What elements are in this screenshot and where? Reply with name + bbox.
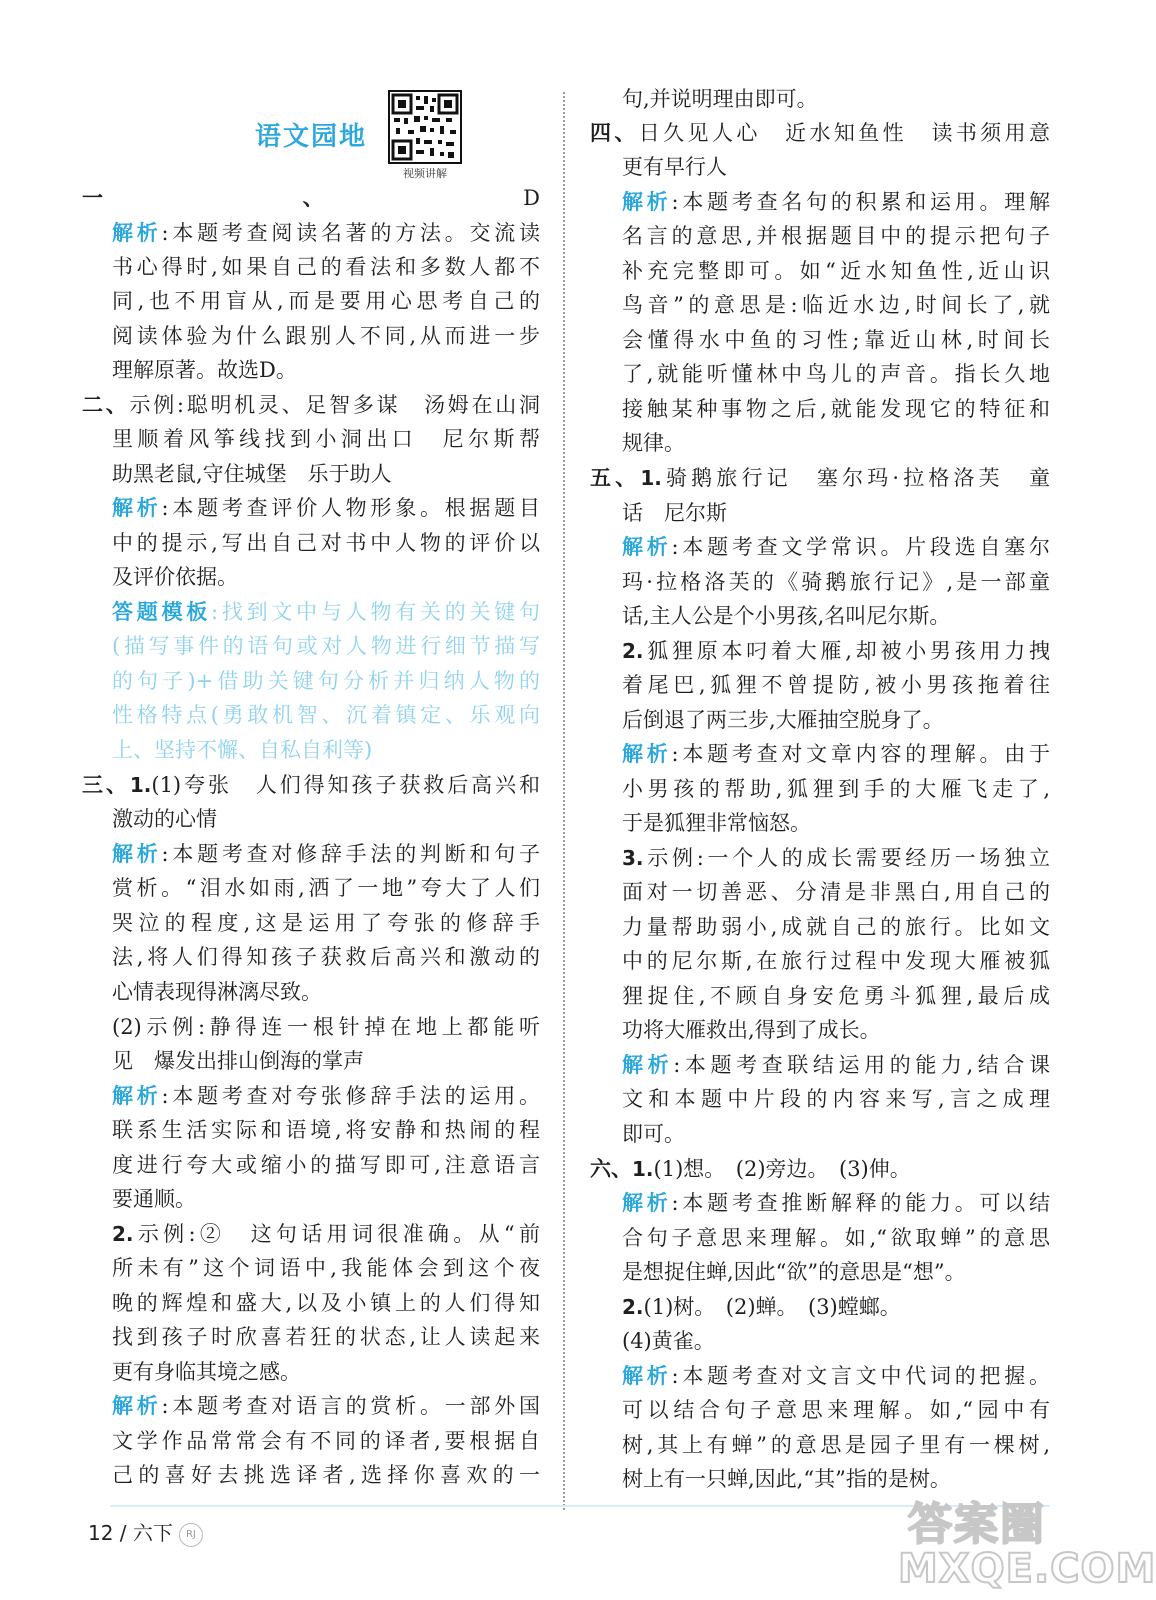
answer-text: :本题考查阅读名著的方法。交流读 <box>161 221 541 245</box>
answer-line <box>82 181 540 215</box>
answer-text: :本题考查对修辞手法的判断和句子 <box>161 842 541 866</box>
answer-line <box>622 1255 1050 1289</box>
answer-text: 接触某种事物之后,就能发现它的特征和 <box>622 397 1050 421</box>
answer-text: 更有身临其境之感。 <box>112 1360 301 1384</box>
answer-line <box>622 254 1050 288</box>
answer-text: 晚的辉煌和盛大,以及小镇上的人们得知 <box>112 1291 540 1315</box>
answer-label: 解析 <box>622 1191 672 1215</box>
answer-label: 解析 <box>112 1084 162 1108</box>
answer-line <box>622 392 1050 426</box>
answer-text: 同,也不用盲从,而是要用心思考自己的 <box>112 289 540 313</box>
answer-text: 己的喜好去挑选译者,选择你喜欢的一 <box>112 1463 540 1487</box>
answer-text: (1)想。 (2)旁边。 (3)伸。 <box>653 1157 911 1181</box>
answer-text: 了,就能听懂林中鸟儿的声音。指长久地 <box>622 362 1050 386</box>
answer-text: :本题考查文学常识。片段选自塞尔 <box>671 535 1051 559</box>
answer-label: 解析 <box>622 1364 672 1388</box>
answer-text: 力量帮助弱小,成就自己的旅行。比如文 <box>622 915 1050 939</box>
answer-line <box>622 599 1050 633</box>
answer-label: 答题模板 <box>112 600 212 624</box>
answer-text: 会懂得水中鱼的习性;靠近山林,时间长 <box>622 328 1050 352</box>
answer-text: D <box>523 186 540 210</box>
answer-text: 助黑老鼠,守住城堡 乐于助人 <box>112 462 392 486</box>
answer-text: 着尾巴,狐狸不曾提防,被小男孩拖着往 <box>622 673 1050 697</box>
answer-line <box>112 284 540 318</box>
answer-line <box>622 530 1050 564</box>
answer-text: 功将大雁救出,得到了成长。 <box>622 1018 881 1042</box>
answer-text: :本题考查对夸张修辞手法的运用。 <box>161 1084 541 1108</box>
answer-text: 玛·拉格洛芙的《骑鹅旅行记》,是一部童 <box>622 570 1050 594</box>
answer-line <box>622 772 1050 806</box>
answer-line <box>622 910 1050 944</box>
answer-line <box>112 802 540 836</box>
answer-text: 法,将人们得知孩子获救后高兴和激动的 <box>112 945 540 969</box>
answer-text: 鸟音”的意思是:临近水边,时间长了,就 <box>622 293 1050 317</box>
answer-line <box>112 1286 540 1320</box>
answer-line <box>622 668 1050 702</box>
answer-line <box>112 1458 540 1492</box>
answer-text: 后倒退了两三步,大雁抽空脱身了。 <box>622 708 944 732</box>
answer-text: 见 爆发出排山倒海的掌声 <box>112 1049 364 1073</box>
answer-line <box>622 1290 1050 1324</box>
template-text: (描写事件的语句或对人物进行细节描写 <box>112 634 540 658</box>
answer-text: :本题考查对语言的赏析。一部外国 <box>161 1394 541 1418</box>
answer-text: 狐狸原本叼着大雁,却被小男孩用力拽 <box>643 639 1050 663</box>
answer-line <box>112 1182 540 1216</box>
answer-line <box>622 806 1050 840</box>
answer-text: 及评价依据。 <box>112 565 238 589</box>
answer-line <box>622 1428 1050 1462</box>
template-text: 的句子)+借助关键句分析并归纳人物的 <box>112 669 540 693</box>
answer-label: 解析 <box>112 1394 162 1418</box>
answer-line <box>112 560 540 594</box>
answer-line <box>622 1186 1050 1220</box>
answer-text: (4)黄雀。 <box>622 1329 715 1353</box>
answer-text: 中的尼尔斯,在旅行过程中发现大雁被狐 <box>622 949 1050 973</box>
answer-text: 理解原著。故选D。 <box>112 358 297 382</box>
answer-line <box>622 288 1050 322</box>
answer-text: 可以结合句子意思来理解。如,“园中有 <box>622 1398 1050 1422</box>
answer-line <box>622 219 1050 253</box>
template-text: 上、坚持不懈、自私自利等) <box>112 738 373 762</box>
answer-text: 度进行夸大或缩小的描写即可,注意语言 <box>112 1153 540 1177</box>
answer-line <box>622 1013 1050 1047</box>
answer-line <box>622 1221 1050 1255</box>
answer-line <box>112 1079 540 1113</box>
qr-code[interactable] <box>388 90 462 164</box>
answer-text: :本题考查对文章内容的理解。由于 <box>671 742 1051 766</box>
answer-line <box>622 496 1050 530</box>
answer-text: 句,并说明理由即可。 <box>622 87 818 111</box>
answer-text: 所未有”这个词语中,我能体会到这个夜 <box>112 1256 540 1280</box>
answer-text: 即可。 <box>622 1122 685 1146</box>
watermark-top: 答案圈 <box>908 1499 1046 1550</box>
answer-line <box>622 1393 1050 1427</box>
answer-text: 书心得时,如果自己的看法和多数人都不 <box>112 255 540 279</box>
answer-line <box>112 422 540 456</box>
answer-text: 里顺着风筝线找到小洞出口 尼尔斯帮 <box>112 427 540 451</box>
question-number: 1. <box>640 466 662 490</box>
answer-line <box>112 940 540 974</box>
answer-text: 名言的意思,并根据题目中的提示把句子 <box>622 224 1050 248</box>
answer-line <box>112 1010 540 1044</box>
answer-line <box>112 353 540 387</box>
answer-line <box>622 737 1050 771</box>
answer-text: 日久见人心 近水知鱼性 读书须用意 <box>638 121 1051 145</box>
answer-line <box>112 664 540 698</box>
answer-line <box>112 491 540 525</box>
answer-text: (2)示例:静得连一根针掉在地上都能听 <box>112 1015 540 1039</box>
answer-line <box>112 1251 540 1285</box>
answer-line <box>112 837 540 871</box>
answer-text: 树上有一只蝉,因此,“其”指的是树。 <box>622 1467 951 1491</box>
answer-text: 小男孩的帮助,狐狸到手的大雁飞走了, <box>622 777 1050 801</box>
answer-line <box>112 698 540 732</box>
answer-label: 解析 <box>622 535 672 559</box>
answer-line <box>622 323 1050 357</box>
answer-line <box>112 319 540 353</box>
section-number: 一、 <box>82 186 524 210</box>
answer-line <box>622 634 1050 668</box>
answer-text: 骑鹅旅行记 塞尔玛·拉格洛芙 童 <box>661 466 1050 490</box>
answer-text: 文学作品常常会有不同的译者,要根据自 <box>112 1429 540 1453</box>
answer-line <box>112 216 540 250</box>
answer-line <box>590 461 1050 495</box>
question-number: 3. <box>622 846 644 870</box>
answer-line <box>112 1217 540 1251</box>
answer-line <box>112 595 540 629</box>
answer-text: 是想捉住蝉,因此“欲”的意思是“想”。 <box>622 1260 966 1284</box>
edition-badge: RJ <box>179 1523 203 1547</box>
answer-label: 解析 <box>112 496 162 520</box>
template-text: :找到文中与人物有关的关键句 <box>211 600 541 624</box>
answer-label: 解析 <box>112 221 162 245</box>
answer-text: 激动的心情 <box>112 807 217 831</box>
answer-line <box>622 82 1050 116</box>
answer-line <box>112 906 540 940</box>
answer-text: (1)树。 (2)蝉。 (3)螳螂。 <box>643 1295 901 1319</box>
page-footer <box>88 1517 203 1547</box>
answer-text: (1)夸张 人们得知孩子获救后高兴和 <box>151 773 541 797</box>
answer-line <box>622 1117 1050 1151</box>
answer-text: 话,主人公是个小男孩,名叫尼尔斯。 <box>622 604 951 628</box>
answer-line <box>112 975 540 1009</box>
section-number: 二、 <box>82 393 130 417</box>
answer-line <box>622 703 1050 737</box>
answer-text: 赏析。“泪水如雨,洒了一地”夸大了人们 <box>112 876 540 900</box>
question-number: 2. <box>622 639 644 663</box>
answer-line <box>82 768 540 802</box>
answer-line <box>622 150 1050 184</box>
answer-line <box>112 1148 540 1182</box>
answer-text: 示例:② 这句话用词很准确。从“前 <box>133 1222 540 1246</box>
answer-line <box>590 116 1050 150</box>
answer-label: 解析 <box>622 742 672 766</box>
section-number: 四、 <box>590 121 639 145</box>
answer-text: 狸捉住,不顾自身安危勇斗狐狸,最后成 <box>622 984 1050 1008</box>
answer-text: 找到孩子时欣喜若狂的状态,让人读起来 <box>112 1325 540 1349</box>
answer-text: 规律。 <box>622 431 685 455</box>
answer-label: 解析 <box>622 1053 674 1077</box>
answer-line <box>112 1320 540 1354</box>
answer-line <box>622 875 1050 909</box>
answer-text: 联系生活实际和语境,将安静和热闹的程 <box>112 1118 540 1142</box>
answer-text: 话 尼尔斯 <box>622 501 727 525</box>
answer-text: 面对一切善恶、分清是非黑白,用自己的 <box>622 880 1050 904</box>
answer-line <box>622 979 1050 1013</box>
question-number: 2. <box>622 1295 644 1319</box>
answer-line <box>622 1324 1050 1358</box>
answer-text: 要通顺。 <box>112 1187 196 1211</box>
answer-line <box>622 1082 1050 1116</box>
column-divider <box>563 92 565 1510</box>
answer-line <box>622 841 1050 875</box>
answer-line <box>112 1044 540 1078</box>
answer-line <box>112 1389 540 1423</box>
answer-text: 更有早行人 <box>622 155 727 179</box>
answer-text: 文和本题中片段的内容来写,言之成理 <box>622 1087 1050 1111</box>
section-number: 六、 <box>590 1157 632 1181</box>
answer-line <box>112 1355 540 1389</box>
watermark-bottom: MXQE.COM <box>898 1546 1156 1592</box>
answer-line <box>112 629 540 663</box>
answer-text: 合句子意思来理解。如,“欲取蝉”的意思 <box>622 1226 1050 1250</box>
section-title: 语文园地 <box>255 122 368 152</box>
question-number: 1. <box>129 773 152 797</box>
answer-text: :本题考查对文言文中代词的把握。 <box>671 1364 1051 1388</box>
watermark-logo <box>898 1488 1156 1598</box>
answer-line <box>622 1048 1050 1082</box>
answer-line <box>112 250 540 284</box>
answer-line <box>112 1424 540 1458</box>
answer-line <box>82 388 540 422</box>
question-number: 2. <box>112 1222 134 1246</box>
answer-line <box>112 871 540 905</box>
answer-line <box>622 426 1050 460</box>
qr-caption: 视频讲解 <box>403 167 447 180</box>
answer-text: 阅读体验为什么跟别人不同,从而进一步 <box>112 324 540 348</box>
answer-text: :本题考查评价人物形象。根据题目 <box>161 496 541 520</box>
answer-text: 中的提示,写出自己对书中人物的评价以 <box>112 531 540 555</box>
answer-label: 解析 <box>112 842 162 866</box>
answer-text: :本题考查联结运用的能力,结合课 <box>673 1053 1051 1077</box>
section-number: 五、 <box>590 466 641 490</box>
answer-line <box>622 944 1050 978</box>
question-number: 1. <box>632 1157 654 1181</box>
answer-line <box>622 185 1050 219</box>
answer-line <box>622 357 1050 391</box>
template-text: 性格特点(勇敢机智、沉着镇定、乐观向 <box>112 703 540 727</box>
answer-text: 哭泣的程度,这是运用了夸张的修辞手 <box>112 911 540 935</box>
answer-line <box>112 733 540 767</box>
answer-line <box>112 526 540 560</box>
answer-text: 示例:一个人的成长需要经历一场独立 <box>643 846 1050 870</box>
section-number: 三、 <box>82 773 130 797</box>
answer-text: 树,其上有蝉”的意思是园子里有一棵树, <box>622 1433 1050 1457</box>
answer-line <box>112 1113 540 1147</box>
answer-line <box>590 1152 1050 1186</box>
answer-text: 于是狐狸非常恼怒。 <box>622 811 811 835</box>
answer-text: :本题考查推断解释的能力。可以结 <box>671 1191 1051 1215</box>
answer-line <box>112 457 540 491</box>
answer-line <box>622 1359 1050 1393</box>
page-number: 12 / 六下 <box>88 1521 173 1545</box>
answer-line <box>622 565 1050 599</box>
answer-label: 解析 <box>622 190 672 214</box>
answer-text: 心情表现得淋漓尽致。 <box>112 980 322 1004</box>
answer-text: 示例:聪明机灵、足智多谋 汤姆在山洞 <box>129 393 540 417</box>
answer-text: 补充完整即可。如“近水知鱼性,近山识 <box>622 259 1050 283</box>
answer-text: :本题考查名句的积累和运用。理解 <box>671 190 1051 214</box>
